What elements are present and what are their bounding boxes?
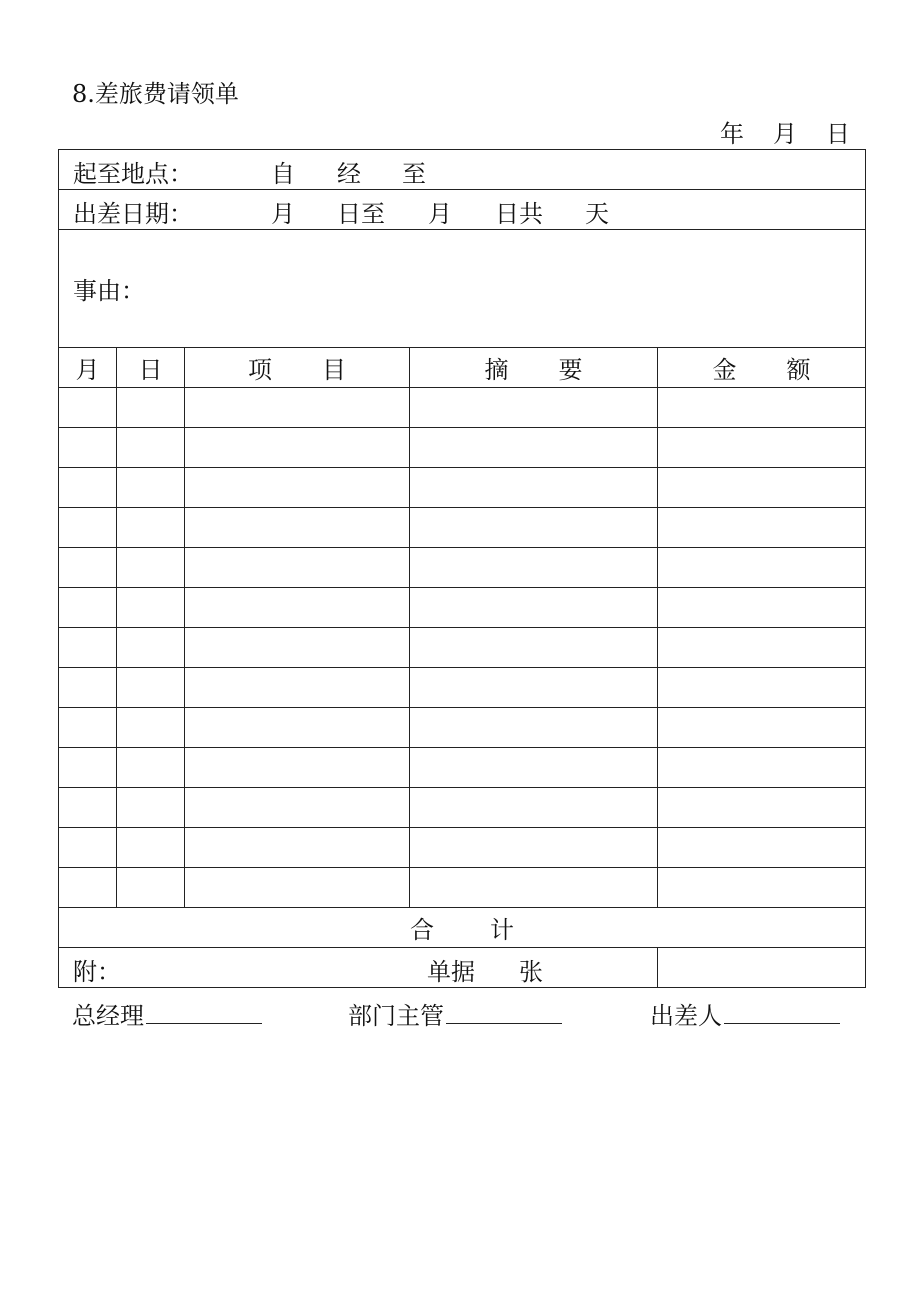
attachment-receipts: 单据 (427, 958, 475, 986)
col-summary: 摘 要 (410, 348, 658, 388)
attachment-cell[interactable] (59, 948, 658, 988)
cell-month[interactable] (59, 828, 117, 868)
sig-dept-line[interactable] (446, 999, 562, 1024)
cell-month[interactable] (59, 508, 117, 548)
trip-date-row (59, 190, 866, 230)
cell-month[interactable] (59, 668, 117, 708)
cell-item[interactable] (185, 828, 410, 868)
cell-amount[interactable] (658, 668, 866, 708)
table-row (59, 668, 866, 708)
sig-gm-line[interactable] (146, 999, 262, 1024)
sig-dept: 部门主管 (348, 996, 562, 1031)
cell-summary[interactable] (410, 708, 658, 748)
cell-amount[interactable] (658, 508, 866, 548)
cell-amount[interactable] (658, 388, 866, 428)
total-cell (59, 908, 866, 948)
table-row (59, 588, 866, 628)
cell-item[interactable] (185, 548, 410, 588)
sig-traveler-line[interactable] (724, 999, 840, 1024)
cell-month[interactable] (59, 628, 117, 668)
cell-month[interactable] (59, 748, 117, 788)
table-row (59, 788, 866, 828)
total-label-b: 计 (490, 916, 515, 944)
cell-day[interactable] (117, 428, 185, 468)
col-amount: 金 额 (658, 348, 866, 388)
cell-month[interactable] (59, 588, 117, 628)
cell-summary[interactable] (410, 668, 658, 708)
sig-traveler: 出差人 (650, 996, 840, 1031)
expense-form-table (58, 149, 866, 988)
cell-item[interactable] (185, 428, 410, 468)
col-item: 项 目 (185, 348, 410, 388)
cell-day[interactable] (117, 508, 185, 548)
cell-amount[interactable] (658, 468, 866, 508)
table-row (59, 828, 866, 868)
cell-item[interactable] (185, 628, 410, 668)
cell-item[interactable] (185, 388, 410, 428)
date-year: 年 (720, 120, 744, 148)
cell-day[interactable] (117, 468, 185, 508)
cell-amount[interactable] (658, 868, 866, 908)
trip-day-to: 日至 (337, 200, 385, 228)
trip-date-cell[interactable] (59, 190, 866, 230)
cell-item[interactable] (185, 748, 410, 788)
attachment-sheets: 张 (519, 958, 543, 986)
cell-item[interactable] (185, 508, 410, 548)
attachment-label: 附： (73, 958, 121, 986)
reason-cell[interactable] (59, 230, 866, 348)
cell-day[interactable] (117, 828, 185, 868)
cell-day[interactable] (117, 628, 185, 668)
cell-item[interactable] (185, 588, 410, 628)
cell-amount[interactable] (658, 788, 866, 828)
cell-summary[interactable] (410, 828, 658, 868)
cell-item[interactable] (185, 668, 410, 708)
cell-summary[interactable] (410, 868, 658, 908)
total-row (59, 908, 866, 948)
cell-amount[interactable] (658, 428, 866, 468)
cell-item[interactable] (185, 788, 410, 828)
cell-month[interactable] (59, 468, 117, 508)
cell-summary[interactable] (410, 628, 658, 668)
table-row (59, 508, 866, 548)
cell-amount[interactable] (658, 708, 866, 748)
cell-day[interactable] (117, 668, 185, 708)
trip-month-2: 月 (428, 200, 452, 228)
cell-month[interactable] (59, 708, 117, 748)
table-row (59, 388, 866, 428)
reason-label: 事由： (73, 277, 145, 305)
cell-item[interactable] (185, 708, 410, 748)
table-row (59, 548, 866, 588)
cell-amount[interactable] (658, 548, 866, 588)
route-to: 至 (402, 160, 426, 188)
table-row (59, 708, 866, 748)
col-month: 月 (59, 348, 117, 388)
cell-month[interactable] (59, 868, 117, 908)
route-via: 经 (337, 160, 361, 188)
cell-month[interactable] (59, 388, 117, 428)
cell-day[interactable] (117, 748, 185, 788)
cell-summary[interactable] (410, 428, 658, 468)
cell-item[interactable] (185, 468, 410, 508)
cell-month[interactable] (59, 548, 117, 588)
cell-day[interactable] (117, 588, 185, 628)
cell-day[interactable] (117, 868, 185, 908)
route-label: 起至地点： (73, 160, 193, 188)
cell-month[interactable] (59, 428, 117, 468)
table-row (59, 628, 866, 668)
trip-date-label: 出差日期： (73, 200, 193, 228)
cell-amount[interactable] (658, 588, 866, 628)
sig-gm: 总经理 (72, 996, 262, 1031)
cell-summary[interactable] (410, 548, 658, 588)
cell-summary[interactable] (410, 588, 658, 628)
trip-days: 天 (585, 200, 609, 228)
route-from: 自 (271, 160, 295, 188)
header-row (59, 348, 866, 388)
cell-item[interactable] (185, 868, 410, 908)
route-cell[interactable] (59, 150, 866, 190)
attachment-row (59, 948, 866, 988)
table-row (59, 868, 866, 908)
reason-row (59, 230, 866, 348)
table-row (59, 428, 866, 468)
cell-day[interactable] (117, 788, 185, 828)
cell-summary[interactable] (410, 748, 658, 788)
cell-day[interactable] (117, 548, 185, 588)
table-row (59, 468, 866, 508)
form-title: 8.差旅费请领单 (72, 80, 239, 108)
attachment-amount-cell[interactable] (658, 948, 866, 988)
cell-summary[interactable] (410, 468, 658, 508)
cell-summary[interactable] (410, 508, 658, 548)
cell-month[interactable] (59, 788, 117, 828)
cell-amount[interactable] (658, 828, 866, 868)
trip-day-total: 日共 (495, 200, 543, 228)
cell-amount[interactable] (658, 748, 866, 788)
total-label-a: 合 (410, 916, 435, 944)
cell-summary[interactable] (410, 788, 658, 828)
cell-day[interactable] (117, 388, 185, 428)
col-day: 日 (117, 348, 185, 388)
route-row (59, 150, 866, 190)
date-day: 日 (826, 120, 850, 148)
trip-month-1: 月 (271, 200, 295, 228)
cell-day[interactable] (117, 708, 185, 748)
table-row (59, 748, 866, 788)
date-month: 月 (773, 120, 797, 148)
cell-summary[interactable] (410, 388, 658, 428)
cell-amount[interactable] (658, 628, 866, 668)
